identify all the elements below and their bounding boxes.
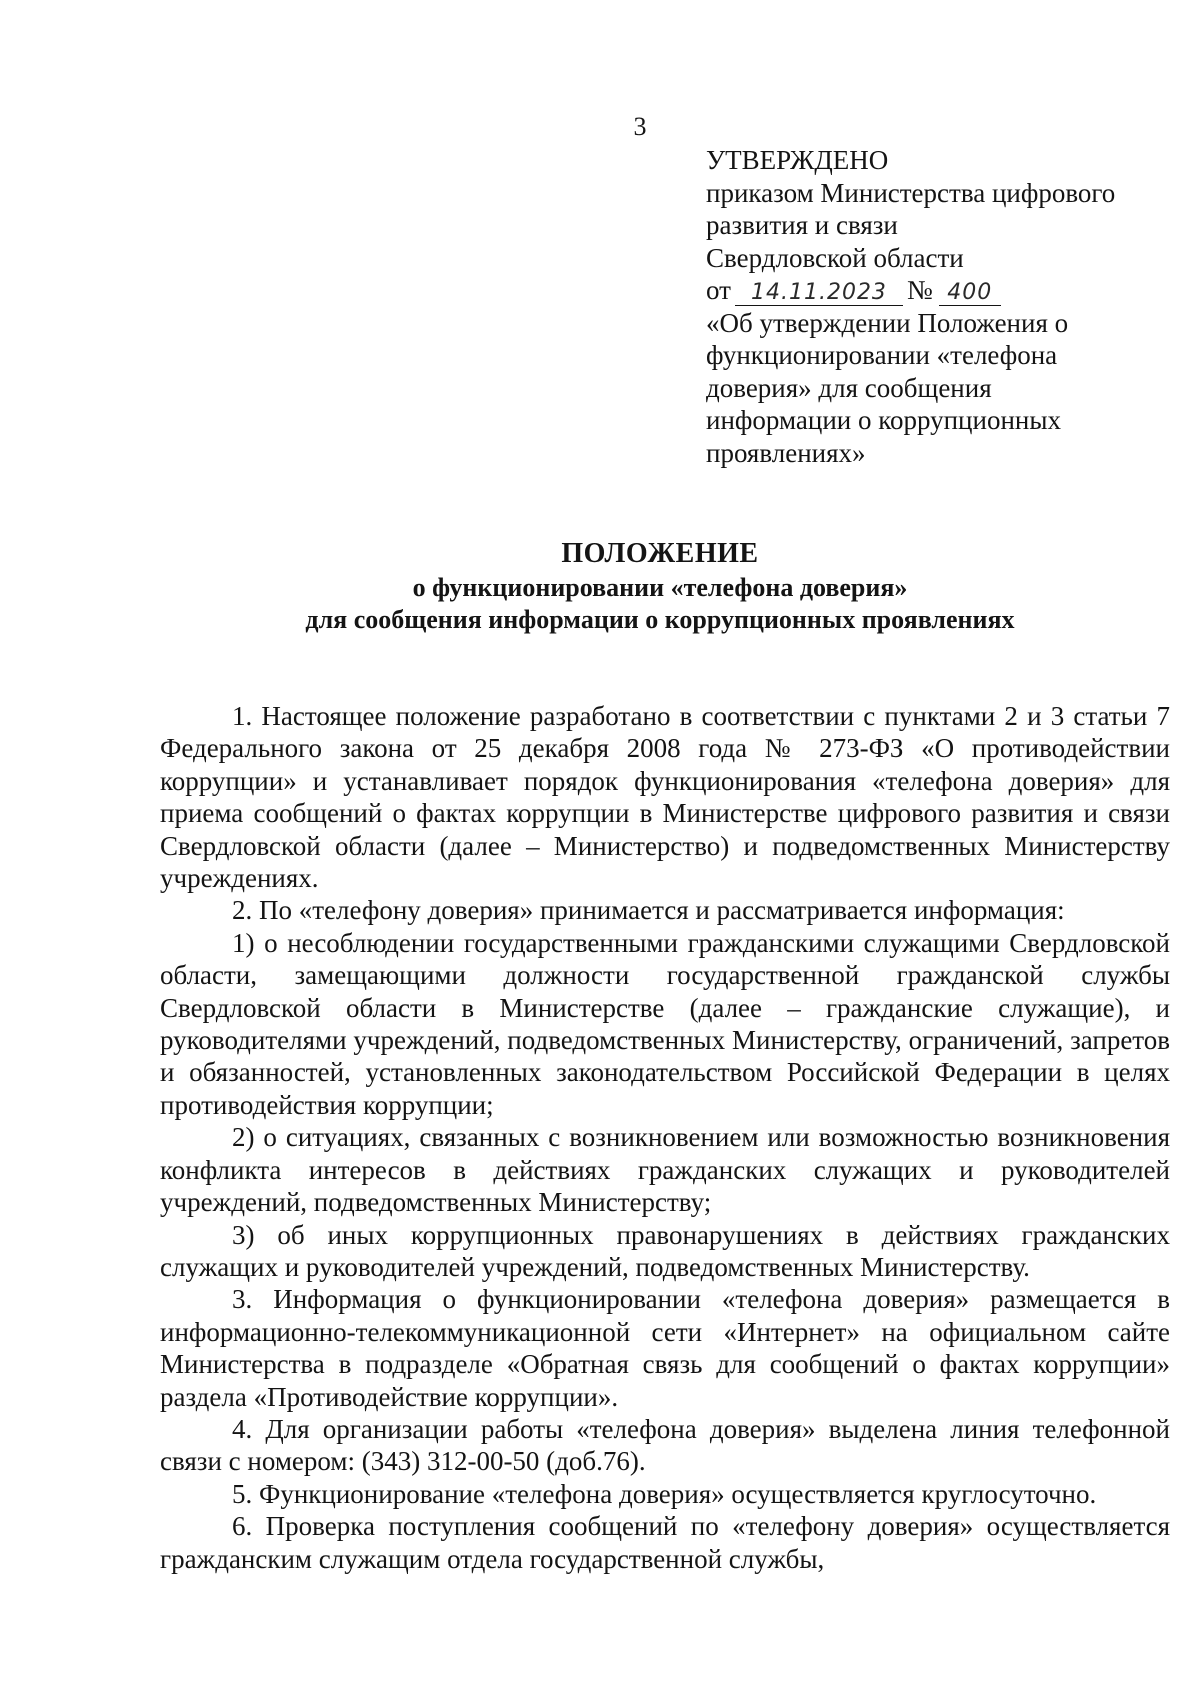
number-prefix: № <box>906 275 933 305</box>
approval-subject-line-3: доверия» для сообщения <box>706 372 992 403</box>
approval-subject-line-5: проявлениях» <box>706 437 866 468</box>
paragraph-2: 2. По «телефону доверия» принимается и рассматривается информация: <box>232 895 1065 926</box>
approval-date-number-line <box>706 274 1176 307</box>
document-body <box>160 700 1170 1575</box>
approval-line-3: Свердловской области <box>706 242 964 273</box>
approval-heading: УТВЕРЖДЕНО <box>706 145 889 175</box>
approval-subject-line-1: «Об утверждении Положения о <box>706 307 1069 338</box>
from-prefix: от <box>706 275 731 305</box>
paragraph-4: 4. Для организации работы «телефона доверия» выделена линия телефонной связи с номером: (343) 312-00-50 (доб.76). <box>160 1413 1170 1477</box>
handwritten-date: 14.11.2023 <box>735 281 903 306</box>
document-subtitle-line-1: о функционировании «телефона доверия» <box>412 573 908 602</box>
approval-subject-line-2: функционировании «телефона <box>706 340 1058 370</box>
handwritten-number: 400 <box>939 281 1001 306</box>
approval-line-2: развития и связи <box>706 210 898 240</box>
paragraph-2-item-3: 3) об иных коррупционных правонарушениях в действиях гражданских служащих и руководителей учреждений, подведомственных Министерству. <box>160 1219 1170 1282</box>
paragraph-5: 5. Функционирование «телефона доверия» осуществляется круглосуточно. <box>232 1478 1097 1509</box>
paragraph-2-item-1: 1) о несоблюдении государственными гражданскими служащими Свердловской области, замещающими должности государственной гражданской службы Свердловской области в Министерстве (далее – гражданские служащие), и руководителями учреждений, подведомственных Министерству, ограничений, запретов и обязанностей, установленных законодательством Российской Федерации в целях противодействия коррупции; <box>160 927 1170 1120</box>
paragraph-6: 6. Проверка поступления сообщений по «телефону доверия» осуществляется гражданским служащим отдела государственной службы, <box>160 1511 1170 1574</box>
document-title: ПОЛОЖЕНИЕ <box>561 538 759 569</box>
document-subtitle-line-2: для сообщения информации о коррупционных проявлениях <box>305 605 1015 634</box>
document-title-block <box>0 536 1200 636</box>
approval-stamp-block <box>706 144 1176 469</box>
paragraph-1: 1. Настоящее положение разработано в соответствии с пунктами 2 и 3 статьи 7 Федерального закона от 25 декабря 2008 года № 273-ФЗ «О противодействии коррупции» и устанавливает порядок функционирования «телефона доверия» для приема сообщений о фактах коррупции в Министерстве цифрового развития и связи Свердловской области (далее – Министерство) и подведомственных Министерству учреждениях. <box>160 701 1170 894</box>
approval-subject-line-4: информации о коррупционных <box>706 405 1061 435</box>
approval-line-1: приказом Министерства цифрового <box>706 177 1116 208</box>
page-number: 3 <box>633 112 647 141</box>
paragraph-2-item-2: 2) о ситуациях, связанных с возникновением или возможностью возникновения конфликта интересов в действиях гражданских служащих и руководителей учреждений, подведомственных Министерству; <box>160 1122 1170 1218</box>
paragraph-3: 3. Информация о функционировании «телефона доверия» размещается в информационно-телекоммуникационной сети «Интернет» на официальном сайте Министерства в подразделе «Обратная связь для сообщений о фактах коррупции» раздела «Противодействие коррупции». <box>160 1284 1170 1412</box>
